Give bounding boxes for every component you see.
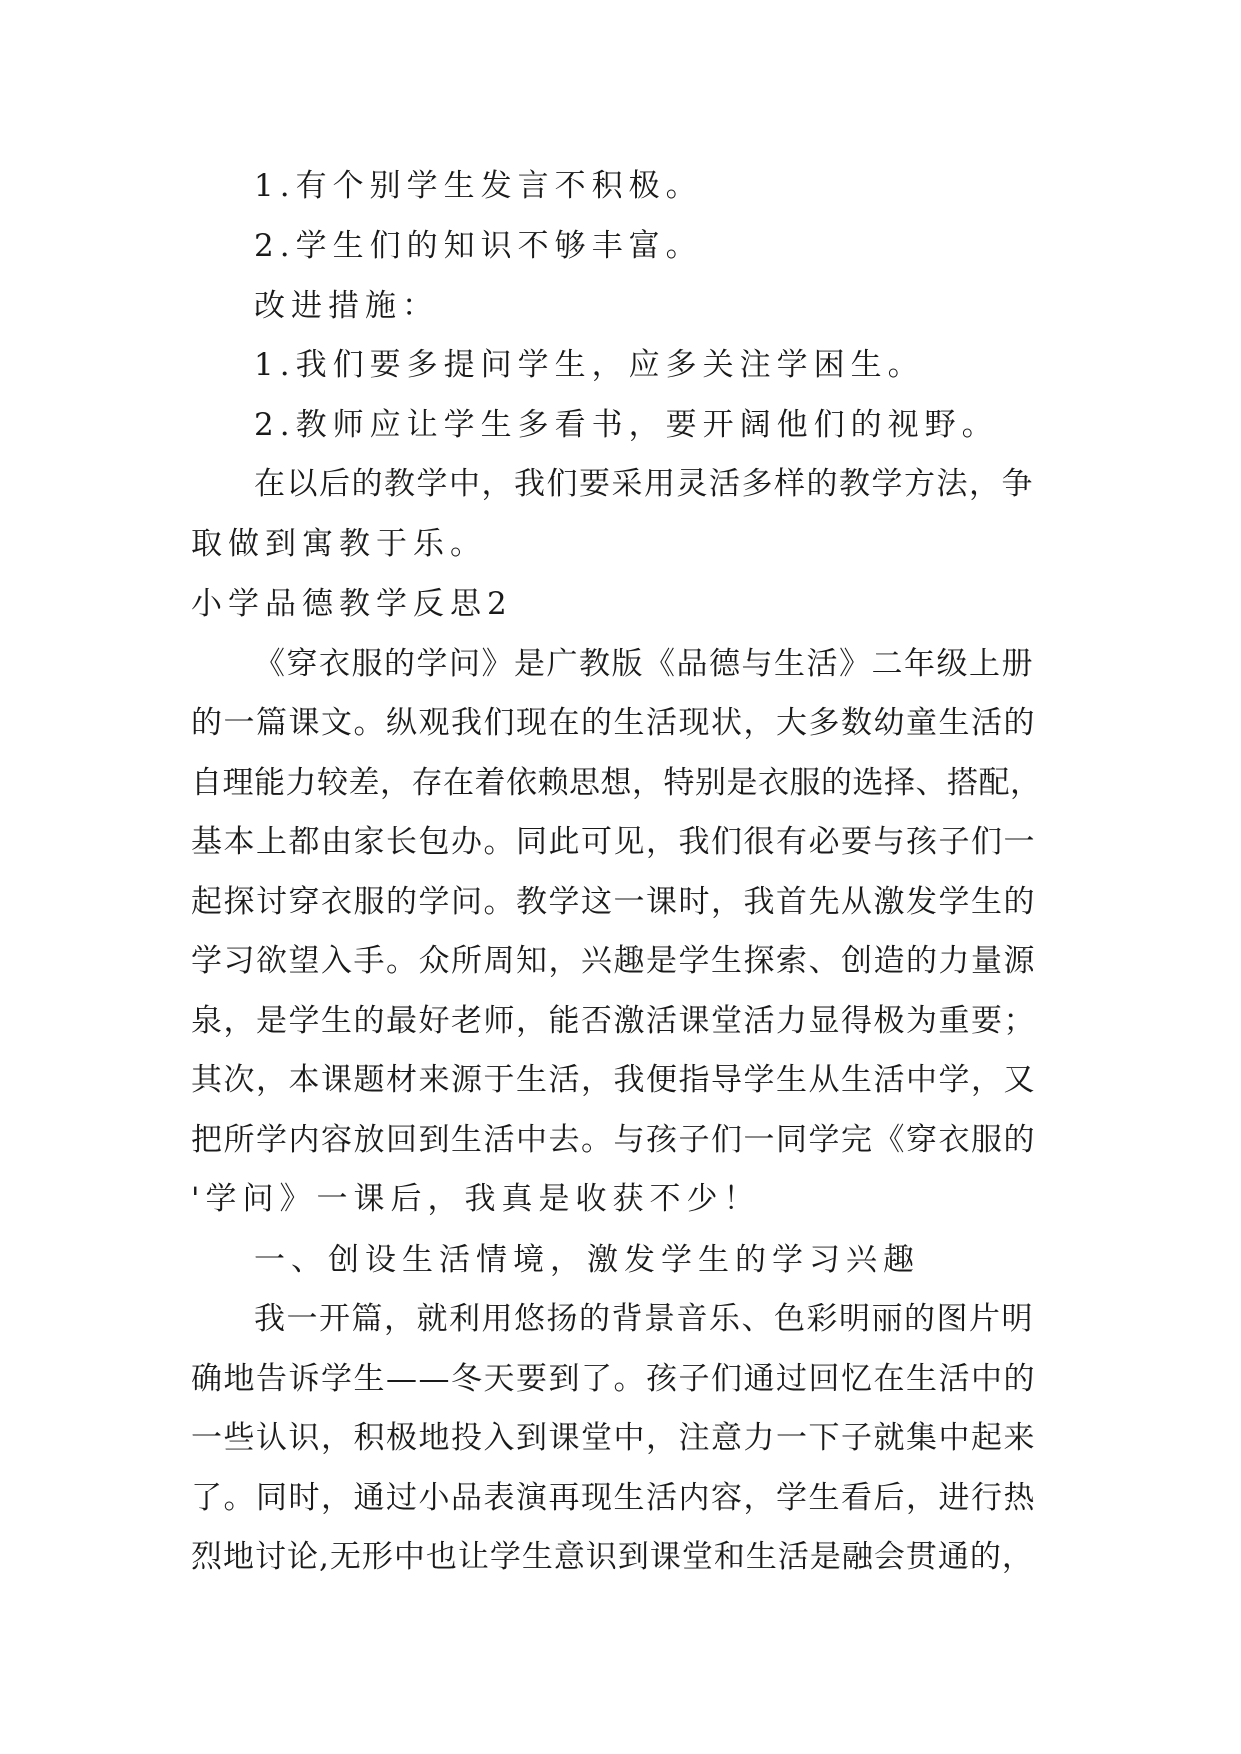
paragraph-line: 基本上都由家长包办。同此可见，我们很有必要与孩子们一 (191, 824, 1036, 860)
list-item-improvement-1: 1.我们要多提问学生，应多关注学困生。 (254, 347, 925, 383)
paragraph-line: 的一篇课文。纵观我们现在的生活现状，大多数幼童生活的 (191, 705, 1036, 741)
list-item-improvement-2: 2.教师应让学生多看书，要开阔他们的视野。 (254, 407, 999, 443)
list-item-problem-1: 1.有个别学生发言不积极。 (254, 168, 703, 204)
paragraph-line: '学问》一课后，我真是收获不少！ (191, 1181, 761, 1217)
subsection-heading: 一、创设生活情境，激发学生的学习兴趣 (254, 1242, 920, 1278)
list-item-problem-2: 2.学生们的知识不够丰富。 (254, 228, 703, 264)
paragraph-line: 起探讨穿衣服的学问。教学这一课时，我首先从激发学生的 (191, 884, 1036, 920)
paragraph-line: 学习欲望入手。众所周知，兴趣是学生探索、创造的力量源 (191, 943, 1036, 979)
paragraph-line: 《穿衣服的学问》是广教版《品德与生活》二年级上册 (254, 646, 1034, 682)
paragraph-line: 在以后的教学中，我们要采用灵活多样的教学方法，争 (254, 466, 1034, 502)
paragraph-line: 一些认识，积极地投入到课堂中，注意力一下子就集中起来 (191, 1420, 1036, 1456)
paragraph-line: 了。同时，通过小品表演再现生活内容，学生看后，进行热 (191, 1480, 1036, 1516)
paragraph-line: 我一开篇，就利用悠扬的背景音乐、色彩明丽的图片明 (254, 1301, 1034, 1337)
paragraph-line: 烈地讨论,无形中也让学生意识到课堂和生活是融会贯通的， (191, 1539, 1034, 1575)
paragraph-line: 泉，是学生的最好老师，能否激活课堂活力显得极为重要； (191, 1003, 1036, 1039)
section-title: 小学品德教学反思2 (191, 586, 513, 622)
paragraph-line: 把所学内容放回到生活中去。与孩子们一同学完《穿衣服的 (191, 1122, 1036, 1158)
paragraph-line: 自理能力较差，存在着依赖思想，特别是衣服的选择、搭配， (191, 765, 1042, 801)
section-heading-improvements: 改进措施： (254, 288, 439, 324)
paragraph-line: 确地告诉学生——冬天要到了。孩子们通过回忆在生活中的 (191, 1361, 1036, 1397)
paragraph-line: 取做到寓教于乐。 (191, 526, 487, 562)
paragraph-line: 其次，本课题材来源于生活，我便指导学生从生活中学，又 (191, 1062, 1036, 1098)
